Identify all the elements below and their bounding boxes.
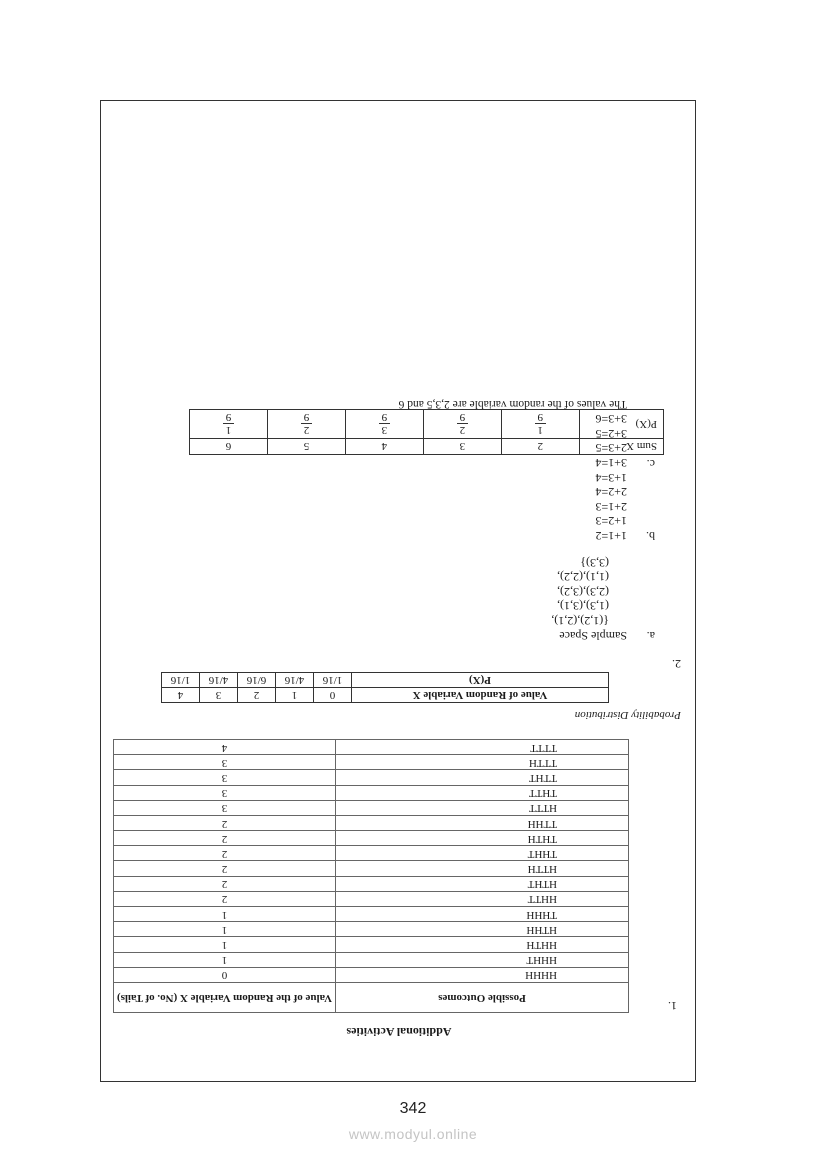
fraction (223, 412, 235, 437)
sum-line: 1+2=3 (595, 514, 627, 529)
random-variable-header: Value of the Random Variable X (No. of Tails) (114, 983, 336, 1013)
sum-value-cell: 5 (268, 439, 346, 455)
sample-space-line: {(1,2),(2,1), (551, 614, 609, 628)
tails-count-cell: 2 (114, 846, 336, 861)
x-value-cell: 4 (162, 688, 200, 703)
fraction-cell (345, 410, 423, 439)
part-a-label: a. (646, 629, 655, 643)
sum-line: 1+3=4 (595, 470, 627, 485)
fraction (301, 412, 313, 437)
tails-count-cell: 1 (114, 922, 336, 937)
item-1-label: 1. (668, 999, 677, 1013)
outcome-cell: HTHH (336, 922, 629, 937)
table-row (114, 876, 629, 891)
table-row (114, 907, 629, 922)
probability-cell: 4/16 (200, 673, 238, 688)
table-row (114, 815, 629, 830)
outcome-cell: HTHT (336, 876, 629, 891)
table-row (114, 952, 629, 967)
probability-distribution-label: Probability Distribution (574, 709, 681, 721)
outcome-cell: TTHH (336, 815, 629, 830)
outcome-cell: TTTT (336, 740, 629, 755)
sum-line: 1+1=2 (595, 529, 627, 543)
x-value-cell: 2 (238, 688, 276, 703)
tails-count-cell: 4 (114, 740, 336, 755)
table-row (114, 785, 629, 800)
table-row (114, 922, 629, 937)
outcome-cell: HHHT (336, 952, 629, 967)
tails-count-cell: 3 (114, 800, 336, 815)
fraction (457, 412, 469, 437)
sample-space-line: (3,3)} (580, 555, 609, 570)
tails-count-cell: 2 (114, 815, 336, 830)
tails-count-cell: 2 (114, 876, 336, 891)
sum-value-cell: 3 (423, 439, 501, 455)
part-b-conclusion: The values of the random variable are 2,3,5 and 6 (398, 398, 627, 410)
denominator: 9 (537, 411, 544, 424)
outcome-cell: THTH (336, 831, 629, 846)
item-2-label: 2. (672, 657, 681, 671)
fraction-cell (190, 410, 268, 439)
denominator: 9 (225, 411, 232, 424)
outcome-cell: HTTH (336, 861, 629, 876)
table-row (114, 937, 629, 952)
watermark: www.modyul.online (348, 1126, 478, 1142)
table-row (114, 755, 629, 770)
tails-count-cell: 3 (114, 785, 336, 800)
tails-count-cell: 0 (114, 967, 336, 982)
sum-value-cell: 4 (345, 439, 423, 455)
fraction (379, 412, 391, 437)
table-row (114, 770, 629, 785)
fraction-cell (268, 410, 346, 439)
page-title: Additional Activities (346, 1025, 452, 1039)
sum-x-label: Sum X (579, 439, 663, 455)
x-row-label: Value of Random Variable X (352, 688, 609, 703)
p-row-label: P(X) (352, 673, 609, 688)
table-row (114, 861, 629, 876)
x-value-cell: 1 (276, 688, 314, 703)
denominator: 9 (303, 411, 310, 424)
sum-distribution-table (189, 409, 664, 455)
outcome-cell: TTTH (336, 755, 629, 770)
part-b-label: b. (646, 529, 655, 543)
probability-cell: 1/16 (162, 673, 200, 688)
table-row (114, 846, 629, 861)
probability-cell: 1/16 (314, 673, 352, 688)
table-row (114, 967, 629, 982)
sum-line: 2+3=5 (595, 441, 627, 456)
outcome-cell: HHTH (336, 937, 629, 952)
probability-cell: 4/16 (276, 673, 314, 688)
probability-distribution-table (161, 672, 609, 703)
sum-line: 3+2=5 (595, 426, 627, 441)
numerator: 2 (457, 424, 469, 437)
tails-count-cell: 1 (114, 937, 336, 952)
outcome-cell: THHT (336, 846, 629, 861)
numerator: 1 (535, 424, 547, 437)
numerator: 2 (301, 424, 313, 437)
fraction-cell (501, 410, 579, 439)
tails-count-cell: 3 (114, 770, 336, 785)
page-number: 342 (399, 1100, 427, 1117)
outcomes-header: Possible Outcomes (336, 983, 629, 1013)
x-value-cell: 3 (200, 688, 238, 703)
outcome-cell: THHH (336, 907, 629, 922)
probability-cell: 6/16 (238, 673, 276, 688)
outcome-cell: TTHT (336, 770, 629, 785)
outcome-cell: THTT (336, 785, 629, 800)
table-row (114, 891, 629, 906)
sample-space-list (551, 555, 609, 628)
px-label: P(X) (579, 410, 663, 439)
outcomes-table (113, 739, 629, 1013)
sum-value-cell: 6 (190, 439, 268, 455)
sum-line: 3+3=6 (595, 412, 627, 427)
sum-line: 3+1=4 (595, 456, 627, 471)
sum-line: 2+1=3 (595, 499, 627, 514)
fraction-cell (423, 410, 501, 439)
page-content-rotated (101, 101, 697, 1083)
tails-count-cell: 1 (114, 907, 336, 922)
outcome-cell: HTTT (336, 800, 629, 815)
sample-space-title: Sample Space (559, 629, 627, 643)
tails-count-cell: 2 (114, 861, 336, 876)
tails-count-cell: 1 (114, 952, 336, 967)
fraction (535, 412, 547, 437)
sample-space-line: (2,3),(3,2), (557, 584, 609, 599)
tails-count-cell: 2 (114, 891, 336, 906)
x-value-cell: 0 (314, 688, 352, 703)
outcome-cell: HHHH (336, 967, 629, 982)
tails-count-cell: 3 (114, 755, 336, 770)
denominator: 9 (459, 411, 466, 424)
sum-line: 2+2=4 (595, 485, 627, 500)
sum-value-cell: 2 (501, 439, 579, 455)
denominator: 9 (381, 411, 388, 424)
numerator: 1 (223, 424, 235, 437)
sample-space-line: (1,1),(2,2), (557, 570, 609, 585)
table-row (114, 831, 629, 846)
numerator: 3 (379, 424, 391, 437)
table-row (114, 800, 629, 815)
tails-count-cell: 2 (114, 831, 336, 846)
table-row (114, 740, 629, 755)
page-frame (100, 100, 696, 1082)
sample-space-line: (1,3),(3,1), (557, 599, 609, 614)
part-c-label: c. (646, 457, 655, 471)
outcome-cell: HHTT (336, 891, 629, 906)
